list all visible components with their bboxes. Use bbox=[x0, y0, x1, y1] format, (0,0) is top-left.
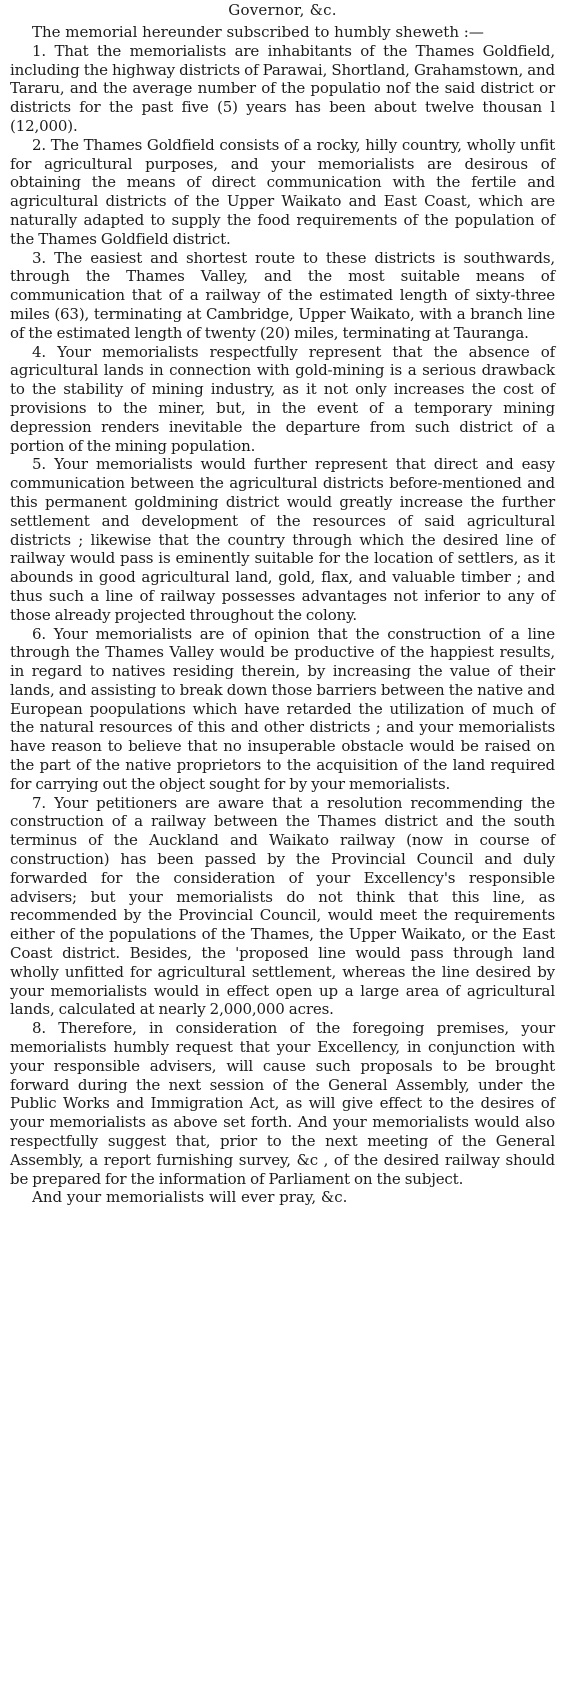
paragraph-7: 7. Your petitioners are aware that a resolution recommending the construction of a railway between the Thames district and the south terminus of the Auckland and Waikato railway (now in course of construction) has been passed by the Provincial Council and duly forwarded for the consideration of your Excellency's responsible advisers; but your memorialists do not think that this line, as recommended by the Provincial Council, would meet the requirements either of the populations of the Thames, the Upper Waikato, or the East Coast district. Besides, the 'proposed line would pass through land wholly unfitted for agricultural settlement, whereas the line desired by your memorialists would in effect open up a large area of agricultural lands, calculated at nearly 2,000,000 acres. bbox=[10, 793, 555, 1019]
paragraph-6: 6. Your memorialists are of opinion that the construction of a line through the Thames Valley would be productive of the happiest results, in regard to natives residing therein, by increasing the value of their lands, and assisting to break down those barriers between the native and European poopulations which have retarded the utilization of much of the natural resources of this and other districts ; and your memorialists have reason to believe that no insuperable obstacle would be raised on the part of the native proprietors to the acquisition of the land required for carrying out the object sought for by your memorialists. bbox=[10, 624, 555, 793]
paragraph-2: 2. The Thames Goldfield consists of a rocky, hilly country, wholly unfit for agricultural purposes, and your memorialists are desirous of obtaining the means of direct communication with the fertile and agricultural districts of the Upper Waikato and East Coast, which are naturally adapted to supply the food requirements of the population of the Thames Goldfield district. bbox=[10, 135, 555, 248]
document-header: Governor, &c. bbox=[228, 1, 337, 19]
paragraph-8: 8. Therefore, in consideration of the foregoing premises, your memorialists humbly request that your Excellency, in conjunction with your responsible advisers, will cause such proposals to be brought forward during the next session of the General Assembly, under the Public Works and Immigration Act, as will give effect to the desires of your memorialists as above set forth. And your memorialists would also respectfully suggest that, prior to the next meeting of the General Assembly, a report furnishing survey, &c , of the desired railway should be prepared for the information of Parliament on the subject. bbox=[10, 1019, 555, 1188]
memorial-intro: The memorial hereunder subscribed to humbly sheweth :— bbox=[32, 23, 484, 41]
paragraph-3: 3. The easiest and shortest route to these districts is southwards, through the Thames Valley, and the most suitable means of communication that of a railway of the estimated length of sixty-three miles (63), terminating at Cambridge, Upper Waikato, with a branch line of the estimated length of twenty (20) miles, terminating at Tauranga. bbox=[10, 248, 555, 342]
paragraph-1: 1. That the memorialists are inhabitants of the Thames Goldfield, including the highway districts of Parawai, Shortland, Grahamstown, and Tararu, and the average number of the populatio nof the said district or districts for the past five (5) years has been about twelve thousan l (12,000). bbox=[10, 41, 555, 135]
paragraph-5: 5. Your memorialists would further represent that direct and easy communication between the agricultural districts before-mentioned and this permanent goldmining district would greatly increase the further settlement and development of the resources of said agricultural districts ; likewise that the country through which the desired line of railway would pass is eminently suitable for the location of settlers, as it abounds in good agricultural land, gold, flax, and valuable timber ; and thus such a line of railway possesses advantages not inferior to any of those already projected throughout the colony. bbox=[10, 455, 555, 624]
closing-line: And your memorialists will ever pray, &c. bbox=[32, 1188, 348, 1207]
paragraph-4: 4. Your memorialists respectfully represent that the absence of agricultural lands in connection with gold-mining is a serious drawback to the stability of mining industry, as it not only increases the cost of provisions to the miner, but, in the event of a temporary mining depression renders inevitable the departure from such district of a portion of the mining population. bbox=[10, 342, 555, 455]
